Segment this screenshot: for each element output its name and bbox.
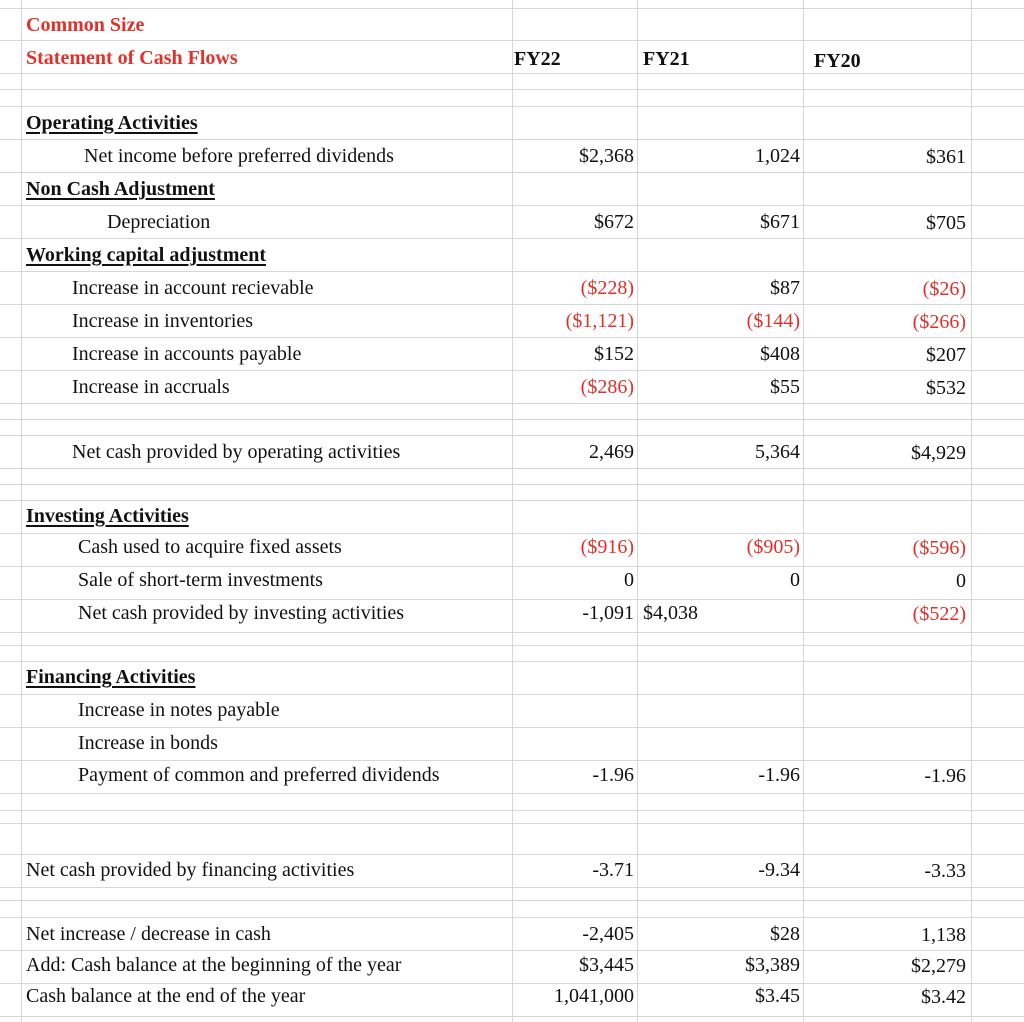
payable-fy21: $408 <box>760 343 800 365</box>
depreciation-fy21: $671 <box>760 211 800 233</box>
title-statement: Statement of Cash Flows <box>26 47 238 69</box>
fixed-assets-fy20: ($596) <box>912 537 966 559</box>
beginning-cash-label: Add: Cash balance at the beginning of the year <box>26 954 402 976</box>
grid-column-line <box>21 0 22 1022</box>
net-income-label: Net income before preferred dividends <box>84 145 394 167</box>
accruals-fy21: $55 <box>770 376 800 398</box>
dividends-fy20: -1.96 <box>924 765 966 787</box>
fixed-assets-fy21: ($905) <box>746 536 800 558</box>
ending-cash-fy20: $3.42 <box>921 986 966 1008</box>
payable-fy22: $152 <box>594 343 634 365</box>
investing-net-cash-fy21: $4,038 <box>643 602 698 624</box>
grid-column-line <box>637 0 638 1022</box>
short-term-label: Sale of short-term investments <box>78 569 323 591</box>
receivable-fy21: $87 <box>770 277 800 299</box>
depreciation-fy20: $705 <box>926 212 966 234</box>
operating-net-cash-fy22: 2,469 <box>589 441 634 463</box>
payable-fy20: $207 <box>926 344 966 366</box>
accruals-fy20: $532 <box>926 377 966 399</box>
beginning-cash-fy20: $2,279 <box>911 955 966 977</box>
net-change-label: Net increase / decrease in cash <box>26 923 271 945</box>
net-income-fy20: $361 <box>926 146 966 168</box>
financing-net-cash-label: Net cash provided by financing activities <box>26 859 355 881</box>
investing-net-cash-label: Net cash provided by investing activities <box>78 602 405 624</box>
beginning-cash-fy22: $3,445 <box>579 954 634 976</box>
short-term-fy22: 0 <box>624 569 634 591</box>
short-term-fy21: 0 <box>790 569 800 591</box>
operating-heading: Operating Activities <box>26 112 198 134</box>
inventories-fy22: ($1,121) <box>565 310 634 332</box>
investing-net-cash-fy20: ($522) <box>912 603 966 625</box>
inventories-fy21: ($144) <box>746 310 800 332</box>
beginning-cash-fy21: $3,389 <box>745 954 800 976</box>
accruals-fy22: ($286) <box>580 376 634 398</box>
notes-payable-label: Increase in notes payable <box>78 699 280 721</box>
year-header-fy20: FY20 <box>814 50 861 72</box>
receivable-fy20: ($26) <box>922 278 966 300</box>
year-header-fy21: FY21 <box>643 48 690 70</box>
net-change-fy20: 1,138 <box>921 924 966 946</box>
receivable-label: Increase in account recievable <box>72 277 314 299</box>
investing-heading: Investing Activities <box>26 505 189 527</box>
ending-cash-fy21: $3.45 <box>755 985 800 1007</box>
net-income-fy21: 1,024 <box>755 145 800 167</box>
ending-cash-label: Cash balance at the end of the year <box>26 985 306 1007</box>
title-common-size: Common Size <box>26 14 145 36</box>
dividends-fy21: -1.96 <box>758 764 800 786</box>
fixed-assets-label: Cash used to acquire fixed assets <box>78 536 342 558</box>
operating-net-cash-label: Net cash provided by operating activities <box>72 441 401 463</box>
dividends-fy22: -1.96 <box>592 764 634 786</box>
non-cash-heading: Non Cash Adjustment <box>26 178 215 200</box>
financing-net-cash-fy20: -3.33 <box>924 860 966 882</box>
net-income-fy22: $2,368 <box>579 145 634 167</box>
grid-column-line <box>803 0 804 1022</box>
depreciation-fy22: $672 <box>594 211 634 233</box>
inventories-fy20: ($266) <box>912 311 966 333</box>
depreciation-label: Depreciation <box>107 211 211 233</box>
net-change-fy21: $28 <box>770 923 800 945</box>
grid-column-line <box>512 0 513 1022</box>
dividends-label: Payment of common and preferred dividends <box>78 764 440 786</box>
inventories-label: Increase in inventories <box>72 310 254 332</box>
ending-cash-fy22: 1,041,000 <box>554 985 634 1007</box>
financing-heading: Financing Activities <box>26 666 196 688</box>
receivable-fy22: ($228) <box>580 277 634 299</box>
investing-net-cash-fy22: -1,091 <box>582 602 634 624</box>
grid-column-line <box>971 0 972 1022</box>
fixed-assets-fy22: ($916) <box>580 536 634 558</box>
short-term-fy20: 0 <box>956 570 966 592</box>
payable-label: Increase in accounts payable <box>72 343 302 365</box>
operating-net-cash-fy20: $4,929 <box>911 442 966 464</box>
financing-net-cash-fy22: -3.71 <box>592 859 634 881</box>
financing-net-cash-fy21: -9.34 <box>758 859 800 881</box>
year-header-fy22: FY22 <box>514 48 561 70</box>
working-capital-heading: Working capital adjustment <box>26 244 267 266</box>
operating-net-cash-fy21: 5,364 <box>755 441 800 463</box>
bonds-label: Increase in bonds <box>78 732 218 754</box>
accruals-label: Increase in accruals <box>72 376 230 398</box>
net-change-fy22: -2,405 <box>582 923 634 945</box>
